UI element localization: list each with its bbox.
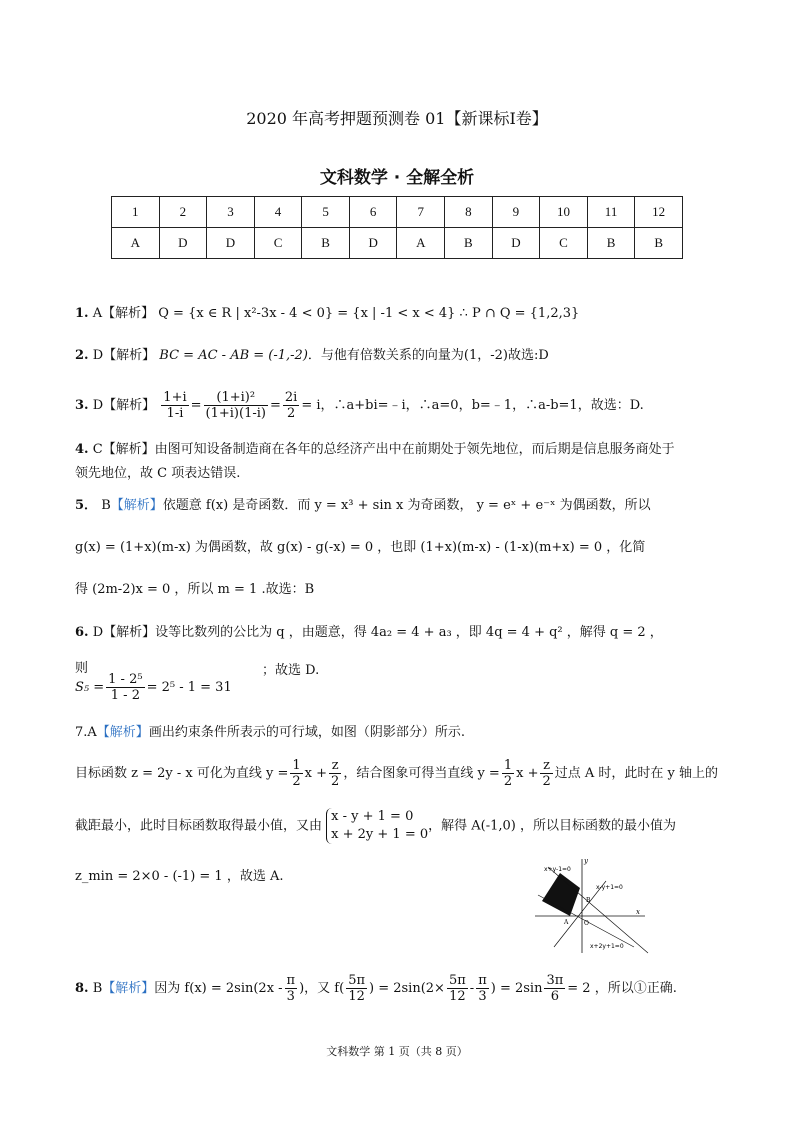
question-number-cell: 4 bbox=[254, 197, 302, 228]
answer-table-answer-row bbox=[112, 228, 683, 259]
solution-5 bbox=[75, 497, 651, 515]
solution-1 bbox=[75, 305, 579, 323]
question-number-cell: 3 bbox=[207, 197, 255, 228]
origin-label: O bbox=[584, 920, 589, 927]
answer-cell: C bbox=[254, 228, 302, 259]
question-number-cell: 9 bbox=[492, 197, 540, 228]
x-axis-label: x bbox=[636, 908, 640, 916]
question-number-cell: 12 bbox=[635, 197, 683, 228]
fraction: $\frac{\text{1 - 2⁵}}{1 - 2}$ bbox=[108, 672, 143, 703]
point-b-label: B bbox=[586, 897, 591, 904]
question-number-cell: 8 bbox=[445, 197, 493, 228]
fraction: $\frac{\text{(1+i)²}}{(1+i)(1-i)}$ bbox=[205, 390, 266, 421]
question-number: 3. bbox=[75, 398, 89, 413]
analysis-tag: 【解析】 bbox=[110, 498, 163, 513]
question-number: 1. bbox=[75, 306, 89, 321]
answer-table-number-row bbox=[112, 197, 683, 228]
y-axis-label: y bbox=[584, 857, 588, 865]
answer-prefix: D【解析】 bbox=[92, 625, 156, 640]
solution-6-tail: ；故选 D. bbox=[262, 663, 320, 678]
label-l1: x+y-1=0 bbox=[544, 866, 571, 873]
answer-cell: B bbox=[445, 228, 493, 259]
solution-text: = i，∴a+bi=﹣i，∴a=0，b=﹣1，∴a-b=1，故选：D. bbox=[301, 398, 644, 413]
answer-cell: D bbox=[492, 228, 540, 259]
question-number-cell: 10 bbox=[540, 197, 588, 228]
question-number: 4. bbox=[75, 442, 89, 457]
fraction: $\frac{1+i}{1-i}$ bbox=[163, 390, 187, 421]
solution-6-sum: S₅ = $\frac{\text{1 - 2⁵}}{1 - 2}$ = 2⁵ - 1 = 31 bbox=[75, 672, 232, 703]
solution-4-cont: 领先地位，故 C 项表达错误. bbox=[75, 466, 241, 481]
solution-7-line3: 截距最小，此时目标函数取得最小值，又由 x - y + 1 = 0 x + 2y + 1 = 0，解得 A(-1,0) ，所以目标函数的最小值为 bbox=[75, 809, 676, 842]
label-l3: x+2y+1=0 bbox=[590, 943, 624, 950]
question-number: 7. bbox=[75, 725, 88, 740]
answer-prefix: A【解析】 bbox=[92, 306, 155, 321]
solution-text: ．与他有倍数关系的向量为(1，-2)故选:D bbox=[307, 348, 549, 363]
question-number-cell: 7 bbox=[397, 197, 445, 228]
page-subtitle: 文科数学 · 全解全析 bbox=[319, 168, 475, 188]
question-number: 6. bbox=[75, 625, 89, 640]
solution-7 bbox=[75, 724, 465, 742]
answer-prefix: B bbox=[101, 498, 111, 513]
question-number-cell: 11 bbox=[587, 197, 635, 228]
solution-8: 8. B【解析】因为 f(x) = 2sin(2x - $\frac{\pi}{3}$ )，又 f( $\frac{5\pi}{12}$ ) = 2sin(2× $\frac{5\pi}{12}$ - $\frac{\pi}{3}$ ) = 2sin $\frac{3\pi}{6}$ = 2 ，所以①正确. bbox=[75, 973, 677, 1004]
solution-4 bbox=[75, 441, 675, 459]
solution-text: 依题意 f(x) 是奇函数．而 y = x³ + sin x 为奇函数， y = eˣ + e⁻ˣ 为偶函数，所以 bbox=[162, 498, 651, 513]
solution-2 bbox=[75, 347, 549, 365]
question-number-cell: 1 bbox=[112, 197, 160, 228]
analysis-tag: 【解析】 bbox=[96, 725, 149, 740]
answer-cell: D bbox=[349, 228, 397, 259]
answer-prefix: D【解析】 bbox=[92, 348, 156, 363]
answer-prefix: A bbox=[87, 725, 97, 740]
answer-cell: C bbox=[540, 228, 588, 259]
answer-cell: A bbox=[397, 228, 445, 259]
question-number-cell: 2 bbox=[159, 197, 207, 228]
label-l2: x-y+1=0 bbox=[596, 884, 623, 891]
answer-cell: B bbox=[635, 228, 683, 259]
feasible-region-figure bbox=[530, 855, 660, 955]
solution-3: 3. D【解析】 $\frac{1+i}{1-i}$ = $\frac{\text{(1+i)²}}{(1+i)(1-i)}$ = $\frac{2i}{2}$ = i，∴a+bi=﹣i，∴a=0，b=﹣1，∴a-b=1，故选：D. bbox=[75, 390, 644, 421]
fraction: $\frac{2i}{2}$ bbox=[284, 390, 298, 421]
solution-6 bbox=[75, 624, 663, 642]
answer-cell: B bbox=[302, 228, 350, 259]
question-number-cell: 5 bbox=[302, 197, 350, 228]
solution-5-line3: 得 (2m-2)x = 0 ，所以 m = 1 .故选：B bbox=[75, 582, 315, 597]
answer-cell: B bbox=[587, 228, 635, 259]
solution-7-line2: 目标函数 z = 2y - x 可化为直线 y = $\frac{1}{2}$ x + $\frac{z}{2}$ ，结合图象可得当直线 y = $\frac{1}{2}$ x + $\frac{z}{2}$ 过点 A 时，此时在 y 轴上的 bbox=[75, 758, 719, 789]
solution-5-line2: g(x) = (1+x)(m-x) 为偶函数，故 g(x) - g(-x) = 0 ，也即 (1+x)(m-x) - (1-x)(m+x) = 0 ，化简 bbox=[75, 540, 646, 555]
solution-text: 由图可知设备制造商在各年的总经济产出中在前期处于领先地位，而后期是信息服务商处于 bbox=[154, 442, 675, 457]
shaded-region bbox=[542, 873, 580, 916]
analysis-tag: 【解析】 bbox=[102, 981, 155, 996]
answer-cell: A bbox=[112, 228, 160, 259]
solution-6-then: 则 bbox=[75, 661, 89, 676]
answer-cell: D bbox=[207, 228, 255, 259]
answer-prefix: D【解析】 bbox=[92, 398, 156, 413]
answer-cell: D bbox=[159, 228, 207, 259]
question-number: 5． bbox=[75, 498, 98, 513]
equation-system: x - y + 1 = 0 x + 2y + 1 = 0 bbox=[326, 808, 428, 844]
question-number: 8. bbox=[75, 981, 89, 996]
answer-prefix: C【解析】 bbox=[92, 442, 155, 457]
page-footer: 文科数学 第 1 页（共 8 页） bbox=[326, 1045, 468, 1058]
solution-7-line4: z_min = 2×0 - (-1) = 1 ，故选 A. bbox=[75, 869, 284, 884]
solution-text: 画出约束条件所表示的可行域，如图（阴影部分）所示. bbox=[148, 725, 465, 740]
page-title: 2020 年高考押题预测卷 01【新课标Ⅰ卷】 bbox=[246, 109, 548, 128]
answer-table bbox=[111, 196, 683, 259]
vector-expression: BC = AC - AB = (-1,-2) bbox=[159, 348, 308, 363]
solution-text: Q = {x ∈ R | x²-3x - 4 < 0} = {x | -1 < x < 4} ∴ P ∩ Q = {1,2,3} bbox=[158, 306, 580, 321]
solution-text: 设等比数列的公比为 q ，由题意，得 4a₂ = 4 + a₃ ，即 4q = 4 + q² ，解得 q = 2 ， bbox=[155, 625, 663, 640]
question-number: 2. bbox=[75, 348, 89, 363]
point-a-label: A bbox=[564, 919, 569, 926]
answer-prefix: B bbox=[92, 981, 103, 996]
question-number-cell: 6 bbox=[349, 197, 397, 228]
